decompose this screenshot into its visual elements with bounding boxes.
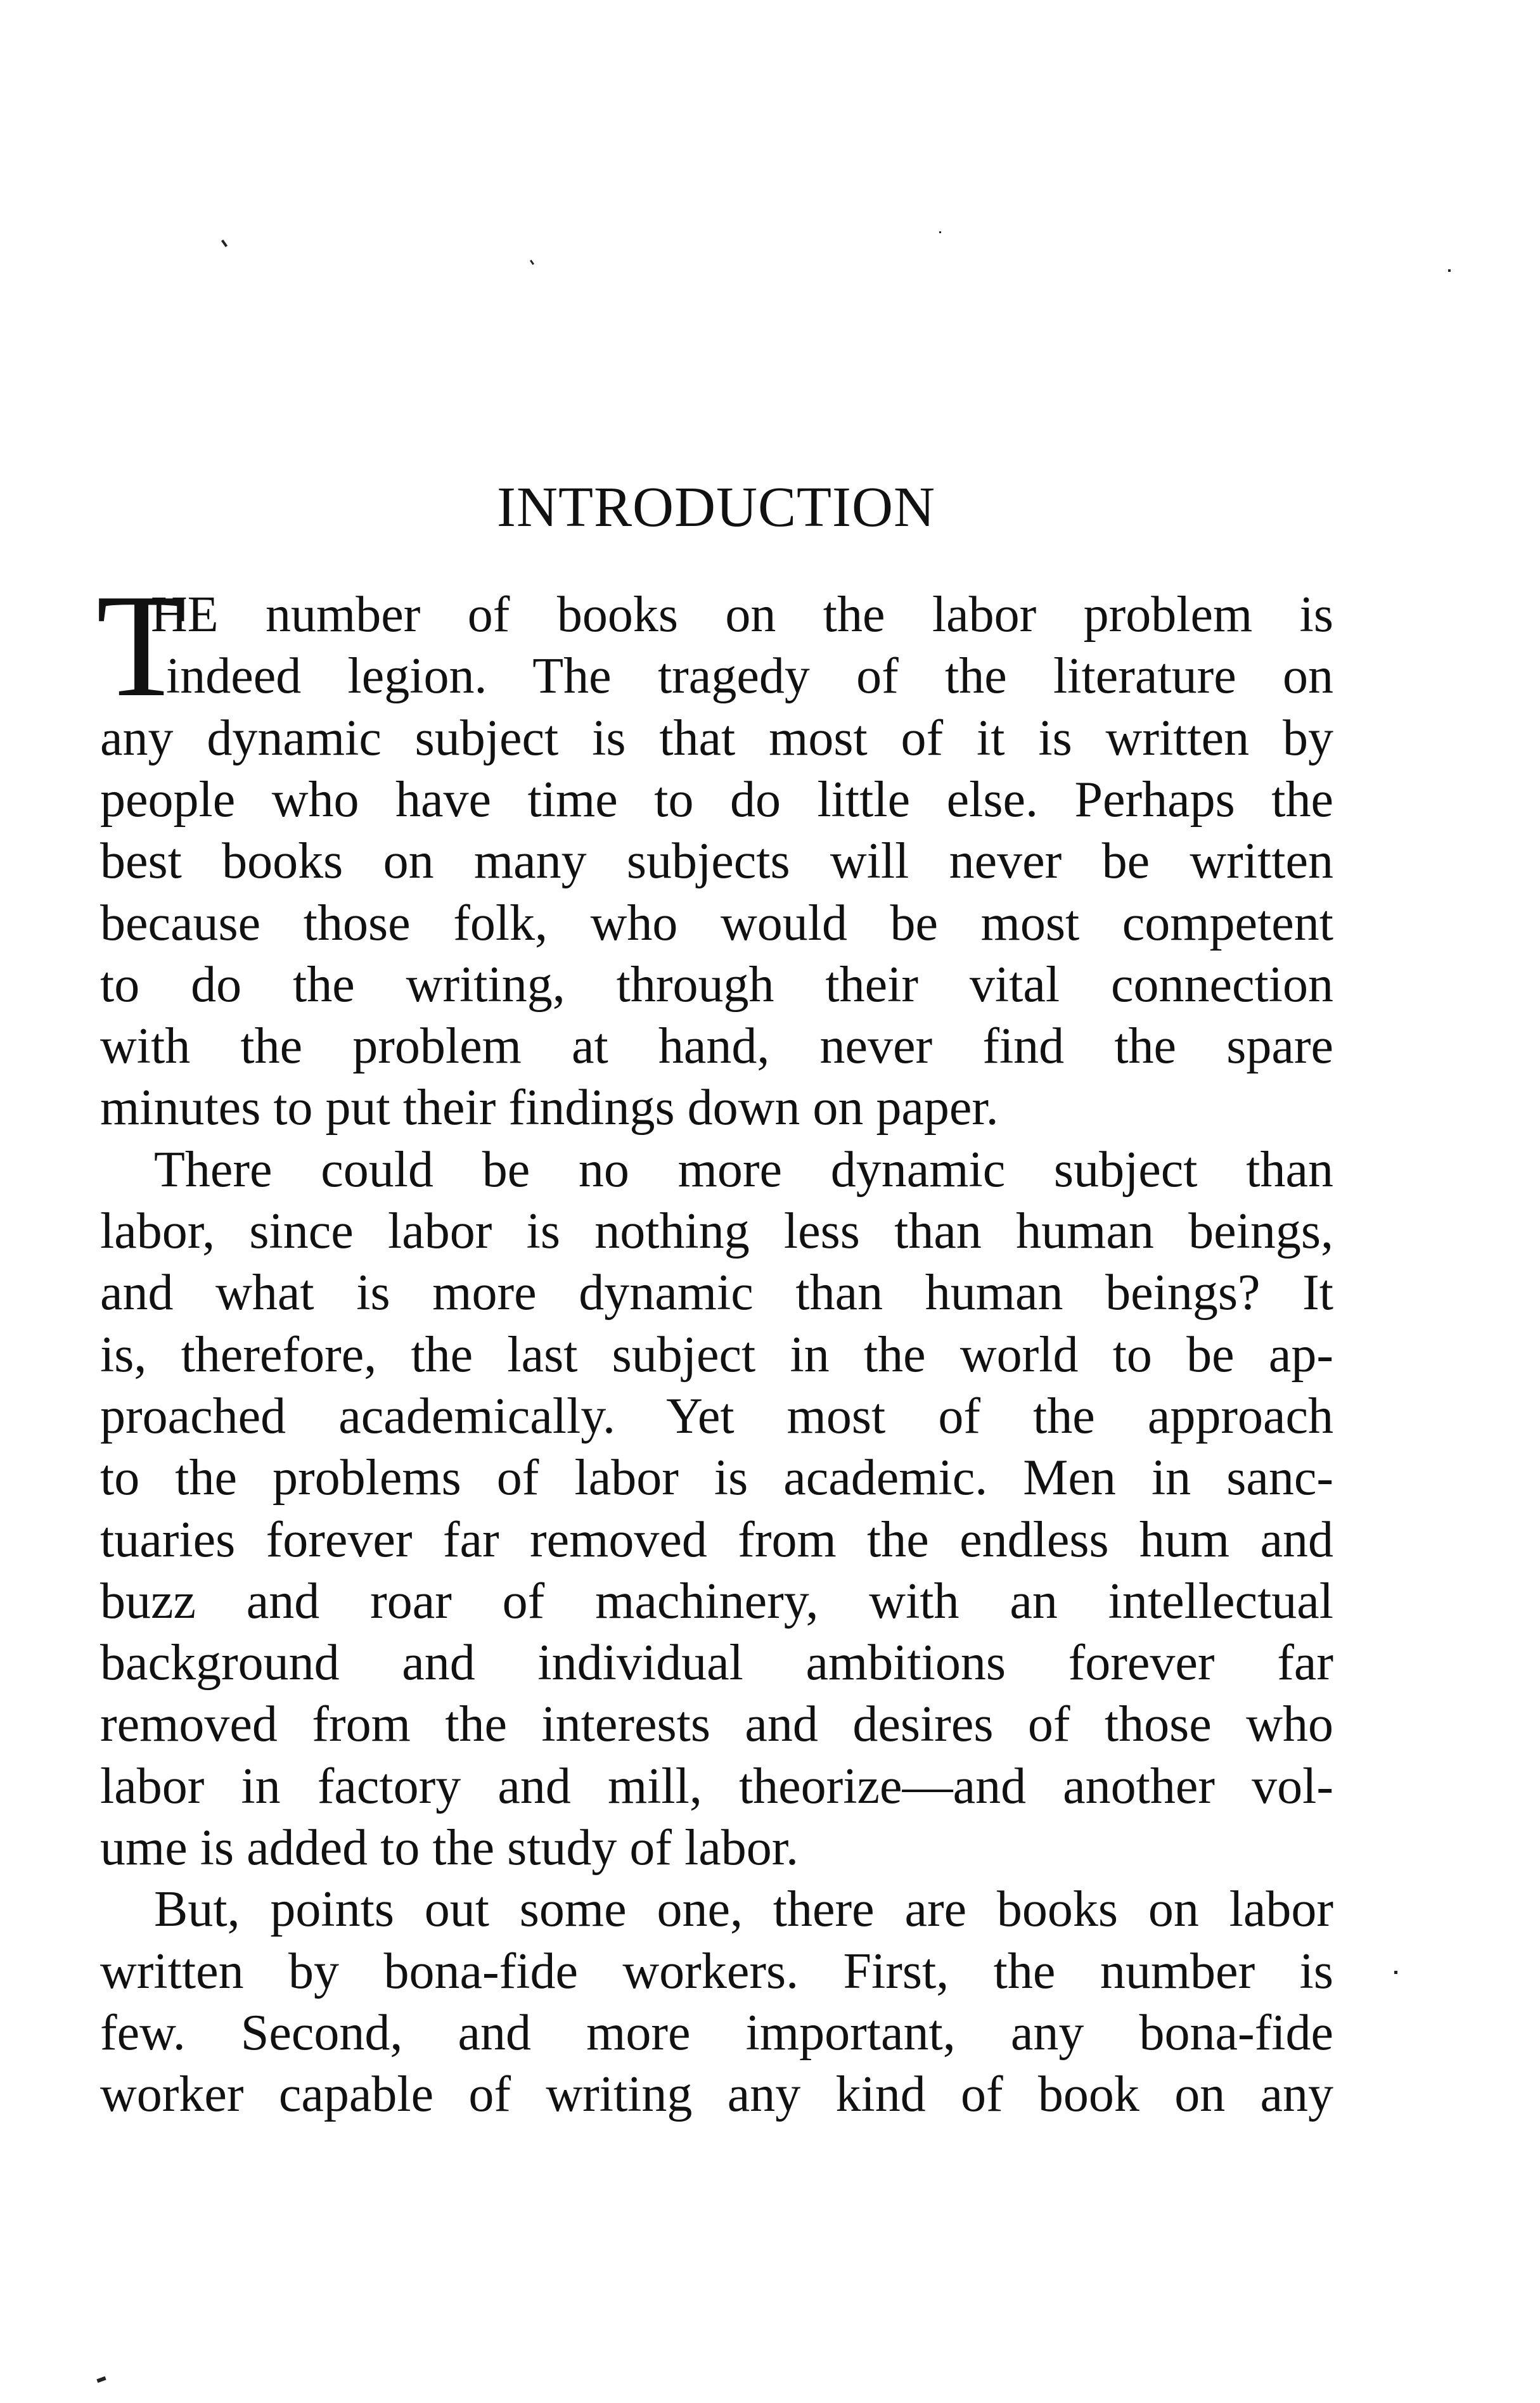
text-line: and what is more dynamic than human beings? It [100,1265,1333,1321]
text-line: HE number of books on the labor problem is [151,587,1333,643]
text-line: worker capable of writing any kind of book on any [100,2067,1333,2123]
text-line: is, therefore, the last subject in the world to be ap- [100,1326,1333,1383]
text-line: indeed legion. The tragedy of the literature on [166,648,1333,705]
text-line: There could be no more dynamic subject than [154,1141,1333,1198]
text-line: few. Second, and more important, any bona-fide [100,2004,1333,2061]
drop-cap: T [96,564,187,727]
text-line: to do the writing, through their vital connection [100,956,1333,1013]
text-line: labor, since labor is nothing less than human beings, [100,1203,1333,1259]
text-line: labor in factory and mill, theorize—and another vol- [100,1758,1333,1814]
chapter-title: INTRODUCTION [497,476,935,539]
text-line: buzz and roar of machinery, with an intellectual [100,1573,1333,1629]
text-line: to the problems of labor is academic. Men in sanc- [100,1450,1333,1506]
scan-speck [221,240,228,247]
scan-speck [1448,269,1451,272]
text-line: proached academically. Yet most of the approach [100,1388,1333,1444]
text-line: removed from the interests and desires of those who [100,1696,1333,1753]
text-line: background and individual ambitions forever far [100,1635,1333,1691]
scan-speck [939,231,941,233]
scan-speck [1394,1971,1397,1974]
text-line: any dynamic subject is that most of it is written by [100,710,1333,766]
text-line: tuaries forever far removed from the endless hum and [100,1511,1333,1568]
text-line: written by bona-fide workers. First, the number is [100,1943,1333,1999]
scan-speck [96,2376,106,2383]
text-line: ume is added to the study of labor. [100,1820,799,1876]
text-line: But, points out some one, there are books on labor [154,1881,1333,1938]
text-line: best books on many subjects will never be written [100,833,1333,890]
text-line: minutes to put their findings down on paper. [100,1080,999,1136]
text-line: with the problem at hand, never find the spare [100,1018,1333,1075]
text-line: people who have time to do little else. Perhaps the [100,771,1333,828]
text-line: because those folk, who would be most competent [100,895,1333,951]
scan-speck [530,260,534,265]
